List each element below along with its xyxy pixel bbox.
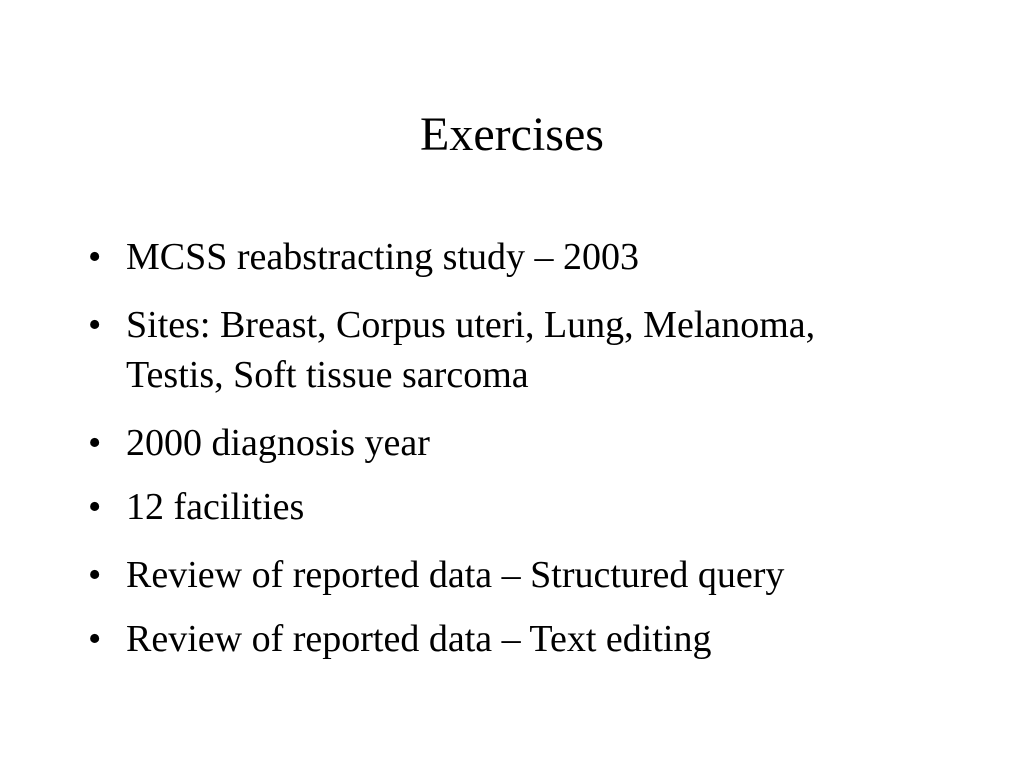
bullet-icon: •: [88, 554, 102, 596]
bullet-icon: •: [88, 618, 102, 660]
bullet-text: Review of reported data – Structured query: [126, 554, 785, 596]
bullet-item: [88, 418, 986, 468]
bullet-icon: •: [88, 304, 102, 346]
bullet-item: [88, 614, 986, 664]
bullet-text: Review of reported data – Text editing: [126, 618, 712, 660]
bullet-item: [88, 550, 986, 600]
bullet-text: 12 facilities: [126, 486, 305, 528]
bullet-item: [88, 232, 986, 282]
bullet-text: Sites: Breast, Corpus uteri, Lung, Melanoma, Testis, Soft tissue sarcoma: [126, 304, 816, 396]
bullet-item: [88, 482, 986, 532]
bullet-text: 2000 diagnosis year: [126, 422, 430, 464]
bullet-text: MCSS reabstracting study – 2003: [126, 236, 639, 278]
bullet-item: [88, 300, 986, 400]
bullet-icon: •: [88, 422, 102, 464]
bullet-icon: •: [88, 236, 102, 278]
slide-title: Exercises: [420, 108, 604, 161]
bullet-icon: •: [88, 486, 102, 528]
